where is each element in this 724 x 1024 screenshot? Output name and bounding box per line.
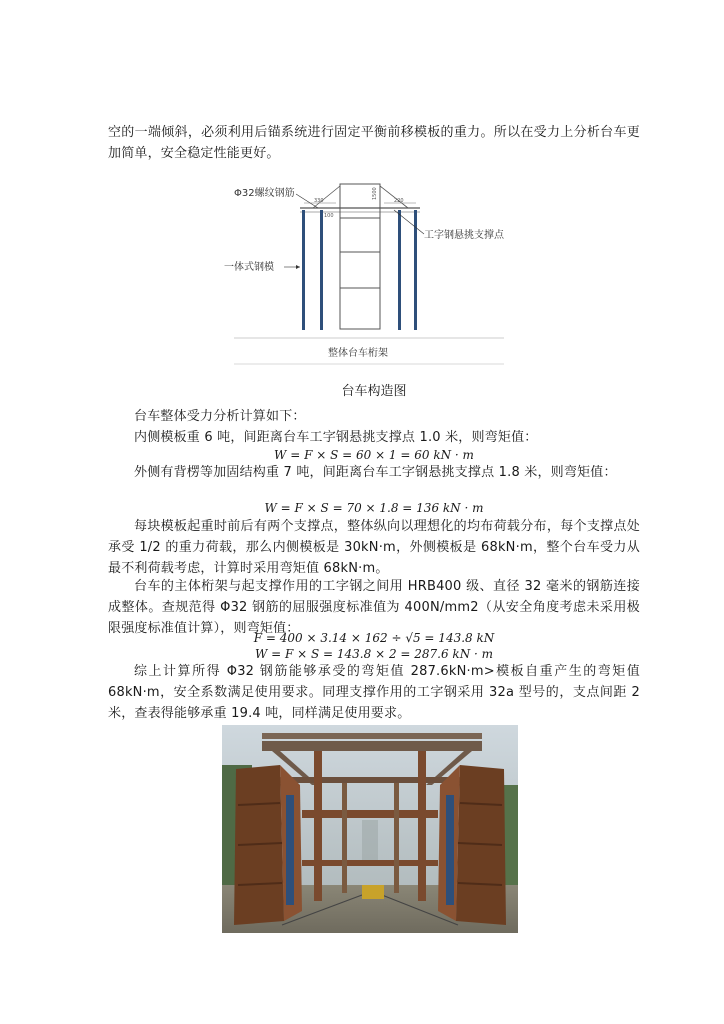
brace-right [380, 186, 408, 208]
paragraph-analysis-intro: 台车整体受力分析计算如下： [134, 409, 306, 424]
gantry-top-beam [262, 741, 482, 751]
brace-left [313, 186, 340, 208]
paragraph-rebar-connection: 台车的主体桁架与起支撑作用的工字钢之间用 HRB400 级、直径 32 毫米的钢筋连接成整体。查规范得 Φ32 钢筋的屈服强度标准值为 400N/mm2（从安全角度考虑未采用极限强度标准值计算），则弯矩值： [108, 579, 640, 636]
gantry-mid-beam [272, 777, 468, 783]
paragraph-conclusion: 综上计算所得 Φ32 钢筋能够承受的弯矩值 287.6kN·m>模板自重产生的弯矩值 68kN·m，安全系数满足使用要求。同理支撑作用的工字钢采用 32a 型号的，支点间距 2 米，查表得能够承重 19.4 吨，同样满足使用要求。 [108, 664, 640, 721]
label-truss: 整体台车桁架 [328, 348, 388, 359]
trolley-structure-diagram [218, 178, 518, 370]
steel-form-left-outer [302, 210, 305, 330]
label-rebar: Φ32螺纹钢筋 [234, 188, 295, 199]
truss-body [340, 184, 380, 329]
paragraph-intro: 空的一端倾斜，必须利用后锚系统进行固定平衡前移模板的重力。所以在受力上分析台车更加简单，安全稳定性能更好。 [108, 125, 640, 161]
blue-steel-form-right [446, 795, 454, 905]
formula-rebar-moment: W = F × S = 143.8 × 2 = 287.6 kN · m [254, 647, 494, 661]
trolley-site-photo [222, 725, 518, 933]
formula-outer-moment: W = F × S = 70 × 1.8 = 136 kN · m [264, 501, 484, 515]
formula-inner-moment: W = F × S = 60 × 1 = 60 kN · m [274, 448, 474, 462]
formula-rebar-force: F = 400 × 3.14 × 162 ÷ √5 = 143.8 kN [253, 631, 495, 645]
gantry-lower-platform [302, 860, 438, 866]
figure-caption: 台车构造图 [341, 384, 407, 399]
dim-left-label: 330 [314, 198, 324, 204]
steel-form-right-inner [398, 210, 401, 330]
arrow-icon [296, 265, 300, 269]
column [418, 751, 426, 901]
photo-svg [222, 725, 518, 933]
background-sky-gap [362, 820, 378, 860]
diagram-svg [218, 178, 518, 370]
column [342, 783, 347, 893]
column [394, 783, 399, 893]
steel-form-left-inner [320, 210, 323, 330]
paragraph-inner-form: 内侧模板重 6 吨，间距离台车工字钢悬挑支撑点 1.0 米，则弯矩值： [134, 430, 538, 445]
dim-right-label: 220 [394, 198, 404, 204]
column [314, 751, 322, 901]
paragraph-support-points: 每块模板起重时前后有两个支撑点，整体纵向以理想化的均布荷载分布，每个支撑点处承受 1/2 的重力荷载，那么内侧模板是 30kN·m，外侧模板是 68kN·m，整个台车受力从最不利荷载考虑，计算时采用弯矩值 68kN·m。 [108, 519, 640, 576]
gantry-top-rail [262, 733, 482, 739]
dim-height-label: 1500 [372, 187, 378, 200]
blue-steel-form-left [286, 795, 294, 905]
gantry-platform [302, 810, 438, 818]
machine [362, 885, 384, 899]
label-support-point: 工字钢悬挑支撑点 [424, 230, 504, 241]
paragraph-outer-form: 外侧有背楞等加固结构重 7 吨，间距离台车工字钢悬挑支撑点 1.8 米，则弯矩值： [134, 465, 617, 480]
label-steel-form: 一体式钢模 [224, 262, 274, 273]
dim-mid-label: 100 [324, 213, 334, 219]
